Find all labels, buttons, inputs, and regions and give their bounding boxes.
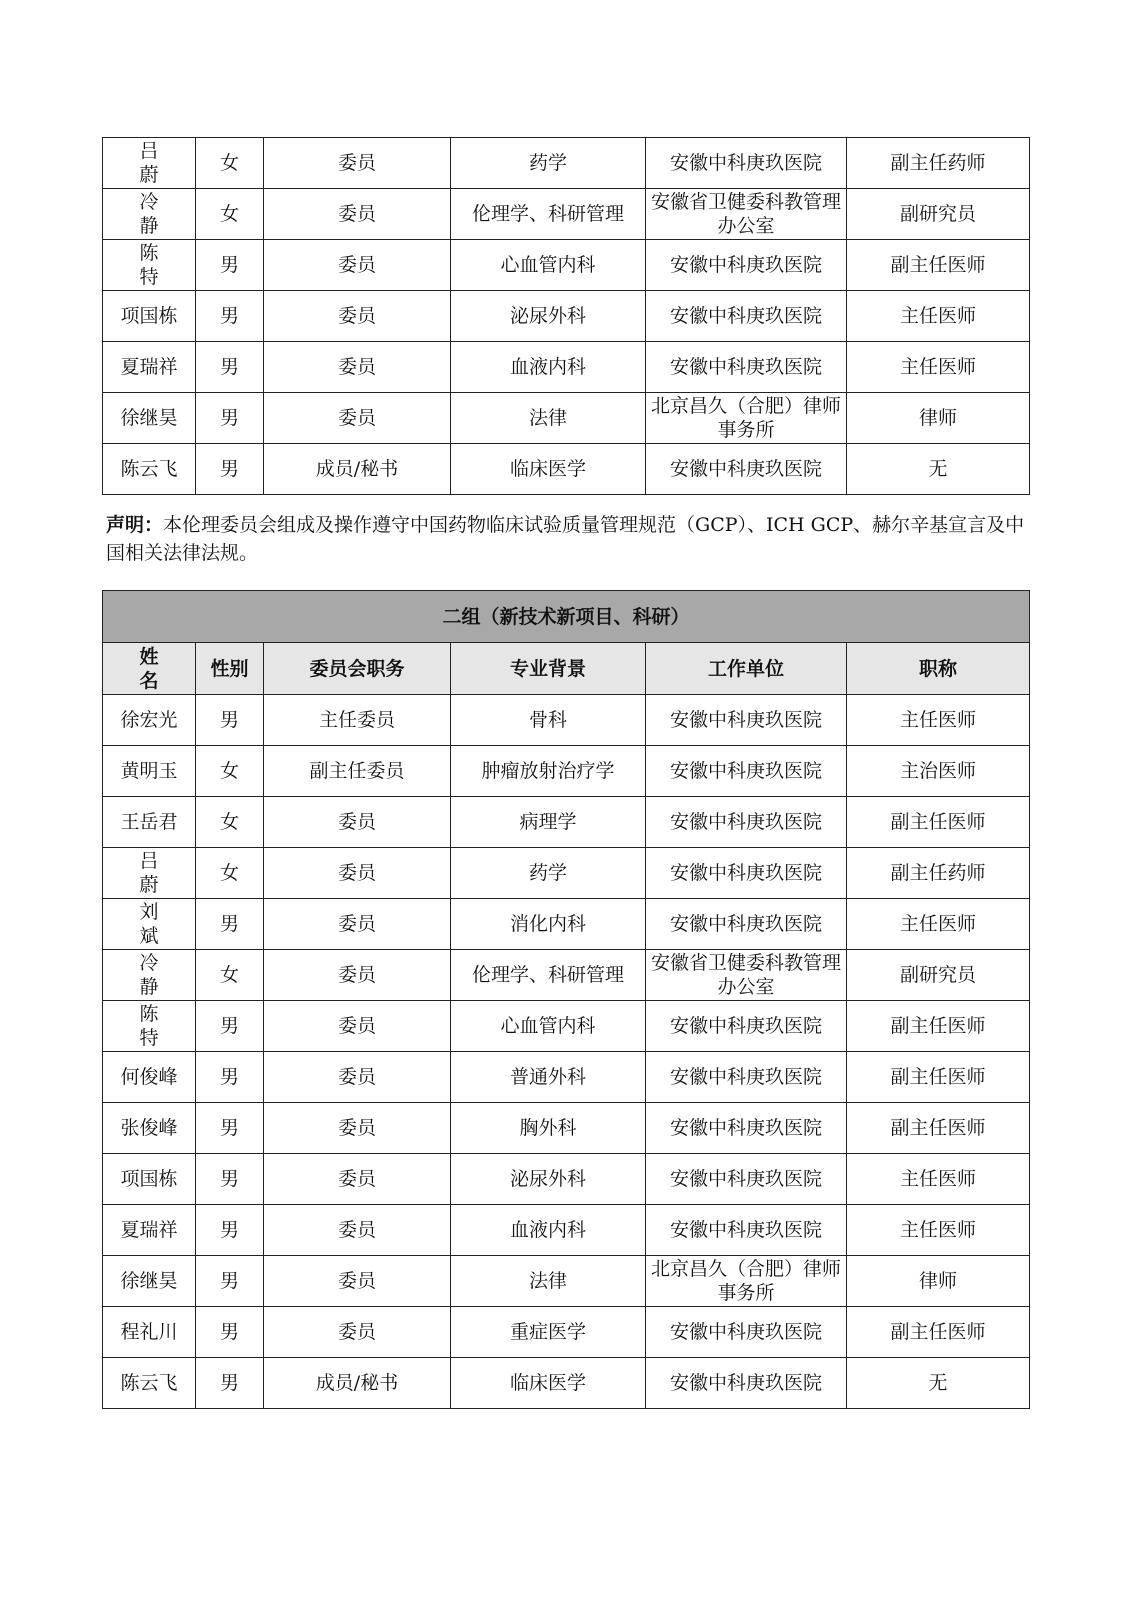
- table-row: [103, 1103, 1030, 1154]
- table-cell: 男: [196, 444, 264, 495]
- table-row: [103, 1052, 1030, 1103]
- table-cell: 副研究员: [847, 950, 1030, 1001]
- table-cell: 肿瘤放射治疗学: [451, 746, 646, 797]
- table-cell: 安徽中科庚玖医院: [646, 138, 847, 189]
- table-cell: 陈云飞: [103, 1358, 196, 1409]
- table-cell: 主任医师: [847, 1205, 1030, 1256]
- table-row: [103, 291, 1030, 342]
- column-header: 委员会职务: [264, 643, 451, 695]
- table-cell: 委员: [264, 1103, 451, 1154]
- table-cell: 夏瑞祥: [103, 342, 196, 393]
- table-cell: 安徽中科庚玖医院: [646, 444, 847, 495]
- table-cell: 伦理学、科研管理: [451, 189, 646, 240]
- table-row: [103, 1358, 1030, 1409]
- table-cell: 项国栋: [103, 291, 196, 342]
- table-cell: 吕蔚: [103, 138, 196, 189]
- table-cell: 委员: [264, 240, 451, 291]
- table-cell: 副主任医师: [847, 240, 1030, 291]
- table-cell: 成员/秘书: [264, 444, 451, 495]
- table-cell: 北京昌久（合肥）律师事务所: [646, 393, 847, 444]
- table-cell: 女: [196, 848, 264, 899]
- table-cell: 女: [196, 797, 264, 848]
- table-cell: 男: [196, 393, 264, 444]
- table-row: [103, 189, 1030, 240]
- table-cell: 程礼川: [103, 1307, 196, 1358]
- table-cell: 安徽中科庚玖医院: [646, 240, 847, 291]
- table-cell: 无: [847, 1358, 1030, 1409]
- table-row: [103, 1256, 1030, 1307]
- table-cell: 委员: [264, 189, 451, 240]
- table-row: [103, 444, 1030, 495]
- table-cell: 何俊峰: [103, 1052, 196, 1103]
- table-cell: 冷静: [103, 950, 196, 1001]
- table-cell: 男: [196, 1358, 264, 1409]
- table-cell: 主任医师: [847, 291, 1030, 342]
- table-cell: 委员: [264, 899, 451, 950]
- table-cell: 无: [847, 444, 1030, 495]
- table-cell: 夏瑞祥: [103, 1205, 196, 1256]
- table-row: [103, 138, 1030, 189]
- table-cell: 男: [196, 899, 264, 950]
- table-cell: 成员/秘书: [264, 1358, 451, 1409]
- table-cell: 委员: [264, 1154, 451, 1205]
- table-cell: 男: [196, 1001, 264, 1052]
- table-cell: 主任委员: [264, 695, 451, 746]
- table-cell: 徐继昊: [103, 1256, 196, 1307]
- table-cell: 药学: [451, 848, 646, 899]
- table-cell: 副主任药师: [847, 138, 1030, 189]
- table-cell: 药学: [451, 138, 646, 189]
- table-cell: 男: [196, 1307, 264, 1358]
- table-cell: 主治医师: [847, 746, 1030, 797]
- table-cell: 普通外科: [451, 1052, 646, 1103]
- table-row: [103, 848, 1030, 899]
- table-cell: 委员: [264, 1256, 451, 1307]
- table-cell: 副主任药师: [847, 848, 1030, 899]
- table-row: [103, 695, 1030, 746]
- table-cell: 消化内科: [451, 899, 646, 950]
- table-cell: 血液内科: [451, 1205, 646, 1256]
- column-header: 专业背景: [451, 643, 646, 695]
- table-cell: 安徽中科庚玖医院: [646, 1358, 847, 1409]
- table-cell: 张俊峰: [103, 1103, 196, 1154]
- table-cell: 陈特: [103, 240, 196, 291]
- table-row: [103, 1307, 1030, 1358]
- table-cell: 重症医学: [451, 1307, 646, 1358]
- table-row: [103, 342, 1030, 393]
- table-cell: 主任医师: [847, 1154, 1030, 1205]
- table-cell: 委员: [264, 848, 451, 899]
- table-cell: 律师: [847, 393, 1030, 444]
- table-row: [103, 746, 1030, 797]
- table-row: [103, 1154, 1030, 1205]
- group2-title: 二组（新技术新项目、科研）: [103, 591, 1030, 643]
- table-cell: 女: [196, 746, 264, 797]
- column-header: 性别: [196, 643, 264, 695]
- table-cell: 临床医学: [451, 1358, 646, 1409]
- table-cell: 安徽中科庚玖医院: [646, 746, 847, 797]
- table-cell: 男: [196, 695, 264, 746]
- table-cell: 陈特: [103, 1001, 196, 1052]
- table-cell: 病理学: [451, 797, 646, 848]
- table-cell: 男: [196, 342, 264, 393]
- table-cell: 安徽中科庚玖医院: [646, 1307, 847, 1358]
- table-cell: 委员: [264, 342, 451, 393]
- table-cell: 男: [196, 291, 264, 342]
- table-cell: 吕蔚: [103, 848, 196, 899]
- table-cell: 安徽中科庚玖医院: [646, 1103, 847, 1154]
- table-cell: 委员: [264, 1001, 451, 1052]
- table-cell: 女: [196, 189, 264, 240]
- column-header: 姓名: [103, 643, 196, 695]
- table-cell: 副主任委员: [264, 746, 451, 797]
- column-header: 工作单位: [646, 643, 847, 695]
- table-cell: 法律: [451, 1256, 646, 1307]
- table-cell: 副主任医师: [847, 1103, 1030, 1154]
- table-cell: 委员: [264, 1205, 451, 1256]
- table-row: [103, 1205, 1030, 1256]
- table-cell: 副研究员: [847, 189, 1030, 240]
- compliance-statement: [106, 511, 1026, 567]
- table-cell: 临床医学: [451, 444, 646, 495]
- table-cell: 刘斌: [103, 899, 196, 950]
- table-cell: 委员: [264, 950, 451, 1001]
- table-cell: 安徽中科庚玖医院: [646, 848, 847, 899]
- table-cell: 王岳君: [103, 797, 196, 848]
- table-cell: 徐宏光: [103, 695, 196, 746]
- table-cell: 骨科: [451, 695, 646, 746]
- table-cell: 安徽中科庚玖医院: [646, 1052, 847, 1103]
- table-cell: 法律: [451, 393, 646, 444]
- table-cell: 泌尿外科: [451, 291, 646, 342]
- table-cell: 徐继昊: [103, 393, 196, 444]
- table-cell: 委员: [264, 1307, 451, 1358]
- table-cell: 男: [196, 1154, 264, 1205]
- table-cell: 安徽中科庚玖医院: [646, 342, 847, 393]
- table-cell: 委员: [264, 393, 451, 444]
- table-cell: 泌尿外科: [451, 1154, 646, 1205]
- table-cell: 安徽中科庚玖医院: [646, 899, 847, 950]
- table-cell: 男: [196, 240, 264, 291]
- table-row: [103, 240, 1030, 291]
- table-cell: 委员: [264, 1052, 451, 1103]
- table-row: [103, 1001, 1030, 1052]
- table-cell: 主任医师: [847, 695, 1030, 746]
- table-cell: 副主任医师: [847, 797, 1030, 848]
- table-row: [103, 393, 1030, 444]
- table-cell: 副主任医师: [847, 1001, 1030, 1052]
- table-cell: 陈云飞: [103, 444, 196, 495]
- committee-table-group2: [102, 590, 1030, 1409]
- column-header: 职称: [847, 643, 1030, 695]
- table-cell: 安徽中科庚玖医院: [646, 797, 847, 848]
- statement-label: 声明：: [106, 514, 164, 536]
- table-cell: 男: [196, 1205, 264, 1256]
- table-cell: 心血管内科: [451, 240, 646, 291]
- table-cell: 男: [196, 1052, 264, 1103]
- table-cell: 伦理学、科研管理: [451, 950, 646, 1001]
- statement-text: 本伦理委员会组成及操作遵守中国药物临床试验质量管理规范（GCP）、ICH GCP、赫尔辛基宣言及中国相关法律法规。: [106, 514, 1025, 564]
- table-row: [103, 797, 1030, 848]
- table-cell: 安徽中科庚玖医院: [646, 1154, 847, 1205]
- table-cell: 安徽中科庚玖医院: [646, 1205, 847, 1256]
- table-cell: 主任医师: [847, 899, 1030, 950]
- table-cell: 男: [196, 1256, 264, 1307]
- table-cell: 副主任医师: [847, 1307, 1030, 1358]
- table-cell: 委员: [264, 291, 451, 342]
- table-cell: 冷静: [103, 189, 196, 240]
- table-row: [103, 950, 1030, 1001]
- table-cell: 男: [196, 1103, 264, 1154]
- table-cell: 黄明玉: [103, 746, 196, 797]
- table-cell: 安徽中科庚玖医院: [646, 695, 847, 746]
- table-cell: 委员: [264, 138, 451, 189]
- table-row: [103, 899, 1030, 950]
- table-cell: 胸外科: [451, 1103, 646, 1154]
- table-cell: 安徽省卫健委科教管理办公室: [646, 189, 847, 240]
- table-cell: 心血管内科: [451, 1001, 646, 1052]
- table-cell: 安徽中科庚玖医院: [646, 291, 847, 342]
- table-cell: 北京昌久（合肥）律师事务所: [646, 1256, 847, 1307]
- table-cell: 女: [196, 138, 264, 189]
- table-cell: 副主任医师: [847, 1052, 1030, 1103]
- table-cell: 主任医师: [847, 342, 1030, 393]
- table-cell: 血液内科: [451, 342, 646, 393]
- committee-table-continued: [102, 137, 1030, 495]
- table-cell: 委员: [264, 797, 451, 848]
- table-cell: 律师: [847, 1256, 1030, 1307]
- table-cell: 女: [196, 950, 264, 1001]
- table-cell: 项国栋: [103, 1154, 196, 1205]
- table-cell: 安徽省卫健委科教管理办公室: [646, 950, 847, 1001]
- table-cell: 安徽中科庚玖医院: [646, 1001, 847, 1052]
